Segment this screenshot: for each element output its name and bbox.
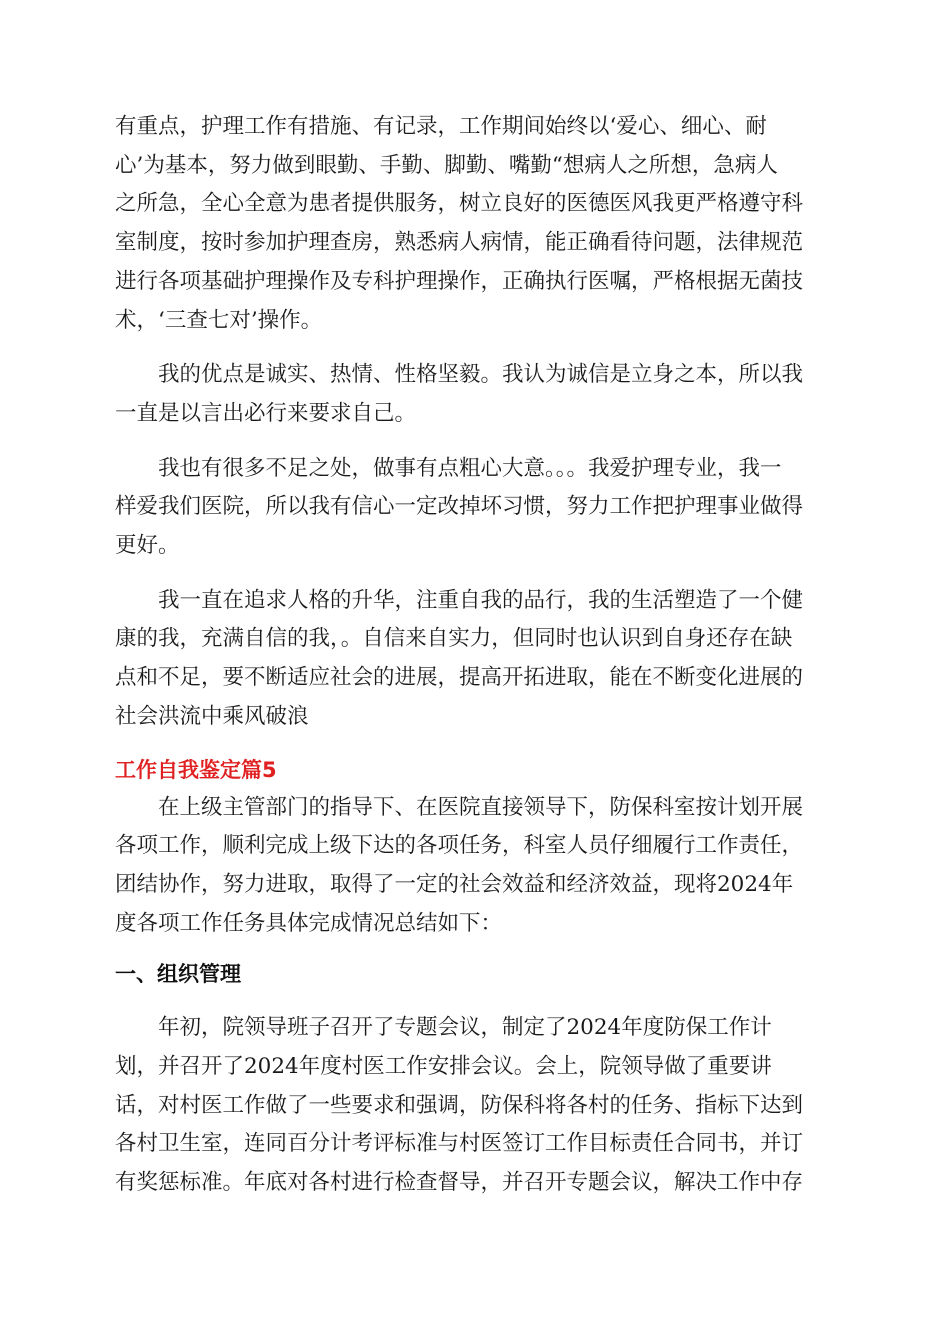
text-line: 各村卫生室，连同百分计考评标准与村医签订工作目标责任合同书，并订 [115, 1131, 804, 1157]
text-line: 团结协作，努力进取，取得了一定的社会效益和经济效益，现将2024年 [115, 871, 794, 897]
text-line: 各项工作，顺利完成上级下达的各项任务，科室人员仔细履行工作责任， [115, 833, 804, 859]
text-line: 有重点，护理工作有措施、有记录，工作期间始终以‘爱心、细心、耐 [115, 114, 767, 139]
text-line: 之所急，全心全意为患者提供服务，树立良好的医德医风我更严格遵守科 [115, 191, 804, 217]
paragraph-organization-management [115, 1009, 835, 1203]
text-line: 样爱我们医院，所以我有信心一定改掉坏习惯，努力工作把护理事业做得 [115, 494, 804, 520]
paragraph-overview [115, 789, 835, 944]
paragraph-nursing-work [115, 108, 835, 340]
text-line: 一直是以言出必行来要求自己。 [115, 400, 417, 426]
text-line: 康的我，充满自信的我，。自信来自实力，但同时也认识到自身还存在缺 [115, 626, 793, 652]
text-line: 有奖惩标准。年底对各村进行检查督导，并召开专题会议，解决工作中存 [115, 1170, 804, 1196]
text-line: 划，并召开了2024年度村医工作安排会议。会上，院领导做了重要讲 [115, 1054, 772, 1080]
text-line: 社会洪流中乘风破浪 [115, 703, 309, 729]
text-line: 度各项工作任务具体完成情况总结如下： [115, 910, 503, 936]
text-line: 我也有很多不足之处，做事有点粗心大意。。。我爱护理专业，我一 [158, 455, 782, 481]
text-line: 在上级主管部门的指导下、在医院直接领导下，防保科室按计划开展 [158, 794, 804, 820]
text-line: 进行各项基础护理操作及专科护理操作，正确执行医嘱，严格根据无菌技 [115, 268, 804, 294]
text-line: 更好。 [115, 533, 180, 559]
document-page [115, 108, 835, 1219]
text-line: 术，‘三查七对’操作。 [115, 307, 323, 333]
section-title: 工作自我鉴定篇5 [115, 757, 277, 782]
text-line: 心’为基本，努力做到眼勤、手勤、脚勤、嘴勤“想病人之所想，急病人 [115, 152, 778, 178]
paragraph-strengths [115, 356, 835, 433]
text-line: 话，对村医工作做了一些要求和强调，防保科将各村的任务、指标下达到 [115, 1092, 804, 1118]
subsection-title: 一、组织管理 [115, 962, 241, 987]
text-line: 我的优点是诚实、热情、性格坚毅。我认为诚信是立身之本，所以我 [158, 362, 804, 388]
paragraph-shortcomings [115, 450, 835, 566]
text-line: 点和不足，要不断适应社会的进展，提高开拓进取，能在不断变化进展的 [115, 665, 804, 691]
paragraph-self-improvement [115, 582, 835, 737]
text-line: 年初，院领导班子召开了专题会议，制定了2024年度防保工作计 [158, 1015, 772, 1041]
text-line: 室制度，按时参加护理查房，熟悉病人病情，能正确看待问题，法律规范 [115, 230, 804, 256]
text-line: 我一直在追求人格的升华，注重自我的品行，我的生活塑造了一个健 [158, 587, 804, 613]
